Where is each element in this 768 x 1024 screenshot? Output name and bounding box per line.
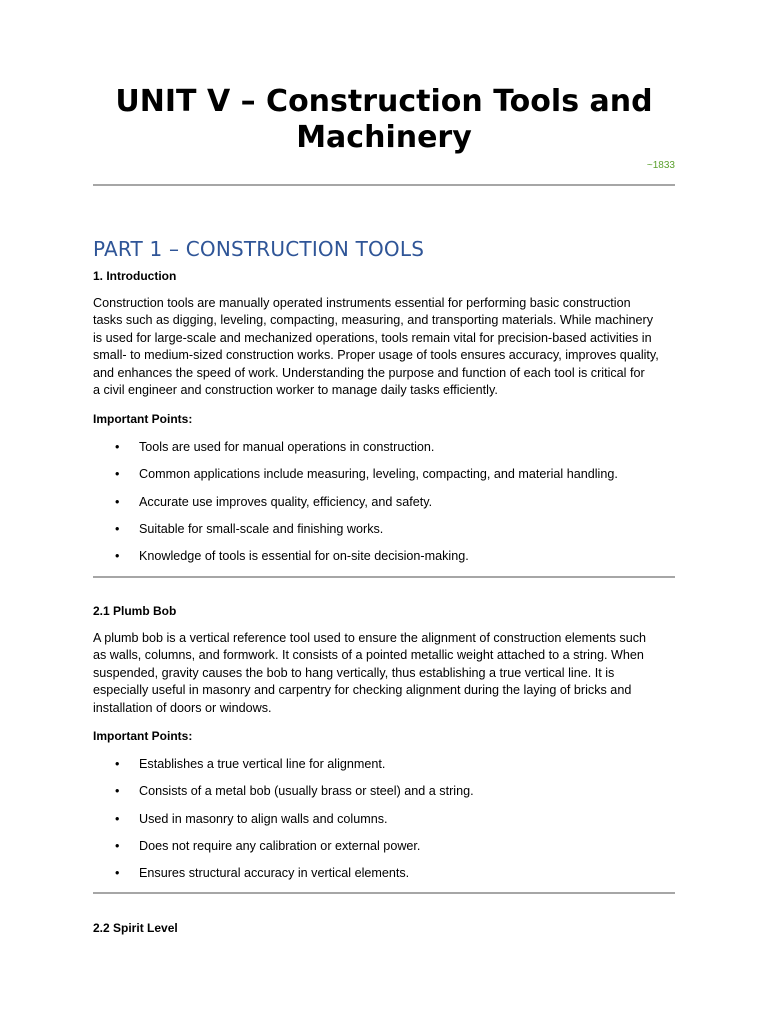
bullet-icon: • [115,440,120,454]
section-heading-introduction: 1. Introduction [93,269,177,283]
important-points-label: Important Points: [93,412,193,426]
list-item: • Used in masonry to align walls and columns. [115,811,388,826]
list-item: • Establishes a true vertical line for alignment. [115,757,386,771]
part-heading: PART 1 – CONSTRUCTION TOOLS [93,237,425,261]
paragraph-line: A plumb bob is a vertical reference tool used to ensure the alignment of construction elements such [93,631,647,645]
intro-paragraph [93,295,677,399]
bullet-icon: • [115,494,120,509]
divider [93,184,675,186]
section-heading-spirit-level: 2.2 Spirit Level [93,921,178,935]
list-item: • Common applications include measuring, leveling, compacting, and material handling. [115,467,618,482]
corner-note: ~1833 [646,160,675,171]
bullet-icon: • [115,838,120,853]
divider [93,576,675,578]
plumb-bob-paragraph [93,630,677,717]
bullet-icon: • [115,521,120,536]
paragraph-line: is used for large-scale and mechanized operations, tools remain vital for precision-based activities in [93,330,652,345]
bullet-icon: • [115,784,120,799]
paragraph-line: Construction tools are manually operated instruments essential for performing basic construction [93,296,631,310]
paragraph-line: small- to medium-sized construction works. Proper usage of tools ensures accuracy, improves quality, [93,348,659,363]
list-item: • Knowledge of tools is essential for on-site decision-making. [115,549,469,564]
bullet-icon: • [115,811,120,826]
section-heading-plumb-bob: 2.1 Plumb Bob [93,604,177,618]
paragraph-line: suspended, gravity causes the bob to hang vertically, thus establishing a true vertical line. It is [93,665,615,680]
divider [93,892,675,894]
paragraph-line: a civil engineer and construction worker to manage daily tasks efficiently. [93,383,498,398]
bullet-icon: • [115,467,120,482]
page-title: UNIT V – Construction Tools and Machinery [115,84,653,155]
paragraph-line: as walls, columns, and formwork. It consists of a pointed metallic weight attached to a string. When [93,648,644,663]
paragraph-line: especially useful in masonry and carpentry for checking alignment during the laying of bricks and [93,683,632,698]
list-item: • Ensures structural accuracy in vertical elements. [115,866,410,881]
intro-points-list [93,438,675,574]
list-item: • Suitable for small-scale and finishing works. [115,521,384,536]
plumb-bob-points-list [93,755,675,891]
bullet-icon: • [115,549,120,564]
list-item: • Consists of a metal bob (usually brass or steel) and a string. [115,784,474,799]
list-item: • Does not require any calibration or external power. [115,838,421,853]
paragraph-line: installation of doors or windows. [93,700,272,715]
bullet-icon: • [115,866,120,881]
list-item: • Tools are used for manual operations in construction. [115,440,435,454]
paragraph-line: and enhances the speed of work. Understanding the purpose and function of each tool is critical for [93,365,645,380]
bullet-icon: • [115,757,120,771]
important-points-label: Important Points: [93,729,193,743]
list-item: • Accurate use improves quality, efficiency, and safety. [115,494,433,509]
paragraph-line: tasks such as digging, leveling, compacting, measuring, and transporting materials. While machinery [93,313,653,328]
